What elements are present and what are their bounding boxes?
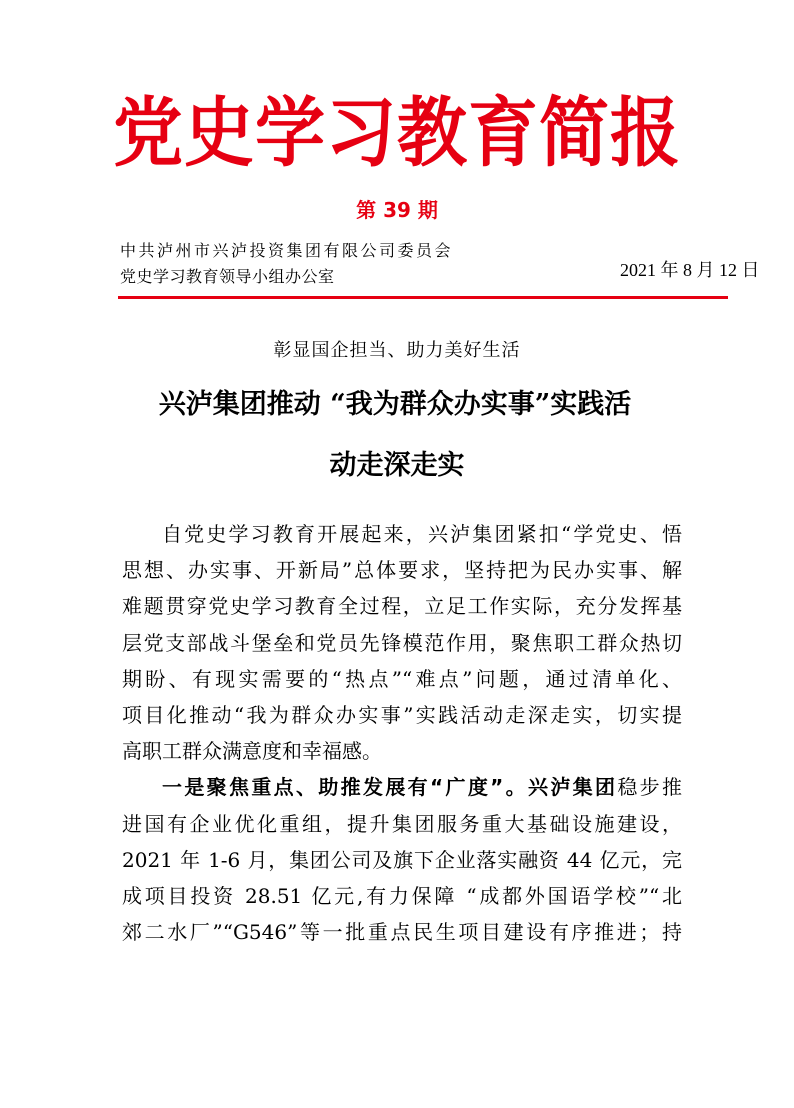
paragraph-2-line: 成项目投资 28.51 亿元,有力保障 “成都外国语学校”“北 bbox=[122, 884, 682, 909]
paragraph-1-line: 自党史学习教育开展起来，兴泸集团紧扣“学党史、悟 bbox=[162, 522, 682, 546]
paragraph-1-line: 难题贯穿党史学习教育全过程，立足工作实际，充分发挥基 bbox=[122, 594, 682, 619]
paragraph-2-lead-heading: 一是聚焦重点、助推发展有“广度”。 bbox=[162, 775, 528, 800]
paragraph-2-first-line-rest: 稳步推 bbox=[617, 775, 682, 800]
paragraph-1-line: 期盼、有现实需要的“热点”“难点”问题，通过清单化、 bbox=[122, 666, 682, 691]
article-body bbox=[122, 516, 682, 950]
red-divider-rule bbox=[118, 296, 728, 299]
paragraph-1-line: 思想、办实事、开新局”总体要求，坚持把为民办实事、解 bbox=[122, 558, 682, 583]
article-headline-line-1: 兴泸集团推动 “我为群众办实事”实践活 bbox=[158, 389, 632, 420]
paragraph-1-line: 高职工群众满意度和幸福感。 bbox=[122, 739, 382, 764]
paragraph-2-line: 进国有企业优化重组，提升集团服务重大基础设施建设， bbox=[122, 811, 682, 836]
newsletter-masthead-title: 党史学习教育简报 bbox=[113, 87, 681, 178]
issuing-organization: 中共泸州市兴泸投资集团有限公司委员会 bbox=[120, 241, 454, 260]
issue-number: 第 39 期 bbox=[356, 198, 438, 222]
article-subtitle: 彰显国企担当、助力美好生活 bbox=[273, 340, 521, 361]
paragraph-2-first-line bbox=[122, 769, 682, 805]
paragraph-2-line: 郊二水厂”“G546”等一批重点民生项目建设有序推进；持 bbox=[122, 920, 682, 945]
paragraph-2-line: 2021 年 1-6 月，集团公司及旗下企业落实融资 44 亿元，完 bbox=[122, 847, 682, 872]
article-headline-line-2: 动走深走实 bbox=[329, 450, 465, 481]
company-name-emphasis: 兴泸集团 bbox=[527, 775, 618, 800]
paragraph-1-line: 项目化推动“我为群众办实事”实践活动走深走实，切实提 bbox=[122, 703, 682, 728]
issuing-office: 党史学习教育领导小组办公室 bbox=[120, 267, 335, 286]
paragraph-1-line: 层党支部战斗堡垒和党员先锋模范作用，聚焦职工群众热切 bbox=[122, 630, 682, 655]
issue-date: 2021 年 8 月 12 日 bbox=[620, 260, 760, 280]
